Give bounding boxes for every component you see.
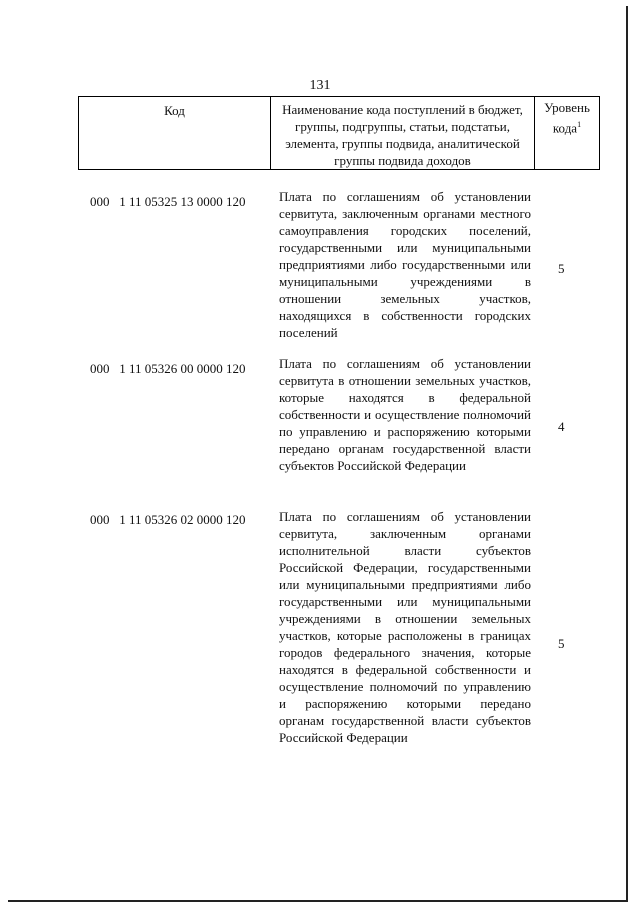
- row-name: Плата по соглашениям об установлении сервитута, заключенным органами исполнительной власти субъектов Российской Федерации, государственными или муниципальными предприятиями либо государственными или муниципальными учреждениями в отношении земельных участков, которые расположены в границах городов федерального значения, которые находятся в федеральной собственности и осуществление полномочий по управлению и распоряжению которыми передано органам государственной власти субъектов Российской Федерации: [279, 509, 531, 745]
- row-code: 000 1 11 05326 02 0000 120: [90, 512, 246, 527]
- row-code: 000 1 11 05326 00 0000 120: [90, 361, 246, 376]
- header-level-footnote: 1: [577, 120, 582, 129]
- row-name: Плата по соглашениям об установлении сервитута, заключенным органами местного самоуправления городских поселений, государственными или муниципальными предприятиями либо государственными или муниципальными учреждениями в отношении земельных участков, находящихся в собственности городских поселений: [279, 189, 531, 340]
- scan-border-bottom: [8, 900, 628, 902]
- header-level-label: Уровень кода: [544, 100, 590, 136]
- page-number: 131: [309, 78, 331, 93]
- header-code: Код: [79, 97, 271, 169]
- table-header: [78, 96, 600, 170]
- header-name: Наименование кода поступлений в бюджет, группы, подгруппы, статьи, подстатьи, элемента, группы подвида, аналитической группы подвида доходов: [271, 97, 535, 169]
- scan-border-right: [626, 6, 628, 901]
- header-level: [535, 97, 599, 169]
- row-code: 000 1 11 05325 13 0000 120: [90, 194, 246, 209]
- row-level: 5: [558, 636, 565, 651]
- row-name: Плата по соглашениям об установлении сервитута в отношении земельных участков, которые находятся в федеральной собственности и осуществление полномочий по управлению и распоряжению которыми передано органам государственной власти субъектов Российской Федерации: [279, 356, 531, 473]
- row-level: 4: [558, 419, 565, 434]
- row-level: 5: [558, 261, 565, 276]
